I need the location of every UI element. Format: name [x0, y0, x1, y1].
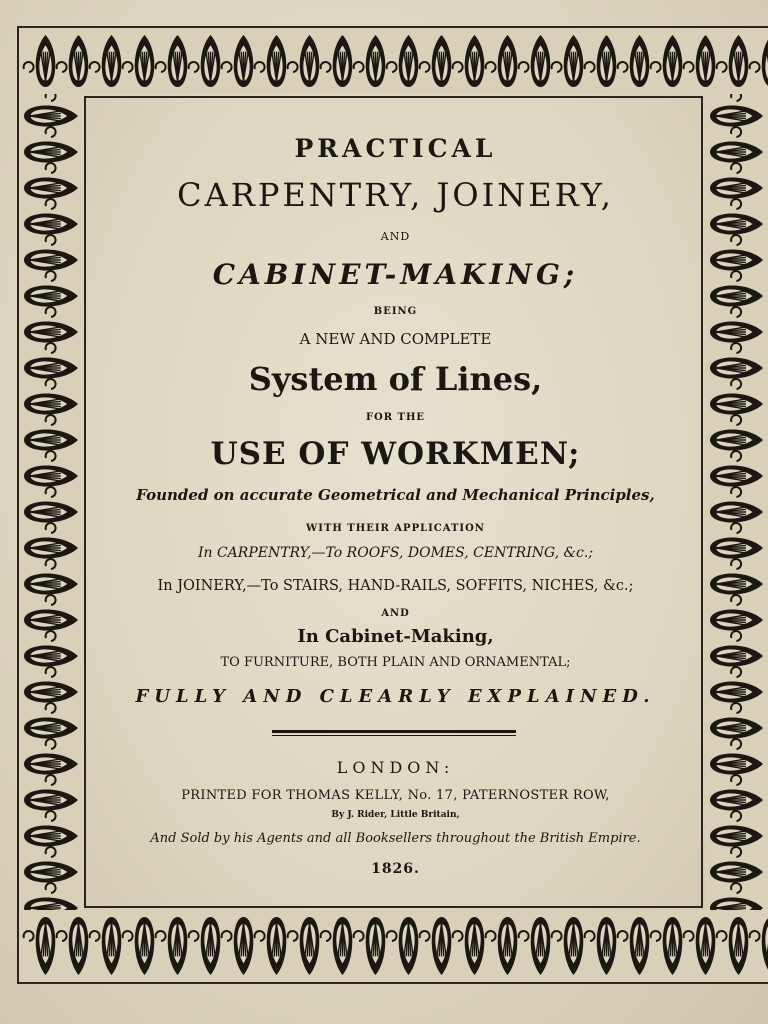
- imprint-year: 1826.: [371, 861, 420, 877]
- subtitle-founded: Founded on accurate Geometrical and Mechanical Principles,: [136, 486, 655, 504]
- line-in-cabinet-making: In Cabinet-Making,: [297, 626, 494, 647]
- divider-rule-thick: [272, 730, 516, 733]
- title-use-of-workmen: USE OF WORKMEN;: [210, 436, 581, 472]
- line-in-carpentry: In CARPENTRY,—To ROOFS, DOMES, CENTRING, &c.;: [197, 545, 594, 561]
- line-fully-explained: FULLY AND CLEARLY EXPLAINED.: [135, 686, 656, 707]
- anthemion-border-bottom-icon: [19, 910, 768, 982]
- imprint-city: LONDON:: [336, 758, 455, 777]
- line-new-and-complete: A NEW AND COMPLETE: [299, 330, 492, 348]
- anthemion-border-left-icon: [19, 94, 83, 910]
- title-carpentry-joinery: CARPENTRY, JOINERY,: [177, 176, 614, 214]
- anthemion-border-top-icon: [19, 28, 768, 94]
- anthemion-border-right-icon: [705, 94, 768, 910]
- imprint-sold-by: And Sold by his Agents and all Booksellers throughout the British Empire.: [150, 831, 641, 846]
- title-panel: [84, 96, 703, 908]
- title-cabinet-making: CABINET-MAKING;: [212, 258, 579, 291]
- line-in-joinery: In JOINERY,—To STAIRS, HAND-RAILS, SOFFITS, NICHES, &c.;: [157, 578, 634, 594]
- conjunction-and-2: AND: [381, 608, 410, 619]
- line-to-furniture: TO FURNITURE, BOTH PLAIN AND ORNAMENTAL;: [220, 655, 571, 670]
- word-being: BEING: [373, 306, 418, 317]
- conjunction-and: AND: [380, 230, 411, 243]
- imprint-rider: By J. Rider, Little Britain,: [331, 810, 460, 820]
- words-with-application: WITH THEIR APPLICATION: [306, 523, 485, 534]
- title-practical: PRACTICAL: [294, 134, 497, 163]
- title-system-of-lines: System of Lines,: [248, 360, 543, 398]
- words-for-the: FOR THE: [365, 412, 426, 423]
- divider-rule-thin: [272, 735, 516, 736]
- imprint-printer: PRINTED FOR THOMAS KELLY, No. 17, PATERNOSTER ROW,: [181, 788, 610, 803]
